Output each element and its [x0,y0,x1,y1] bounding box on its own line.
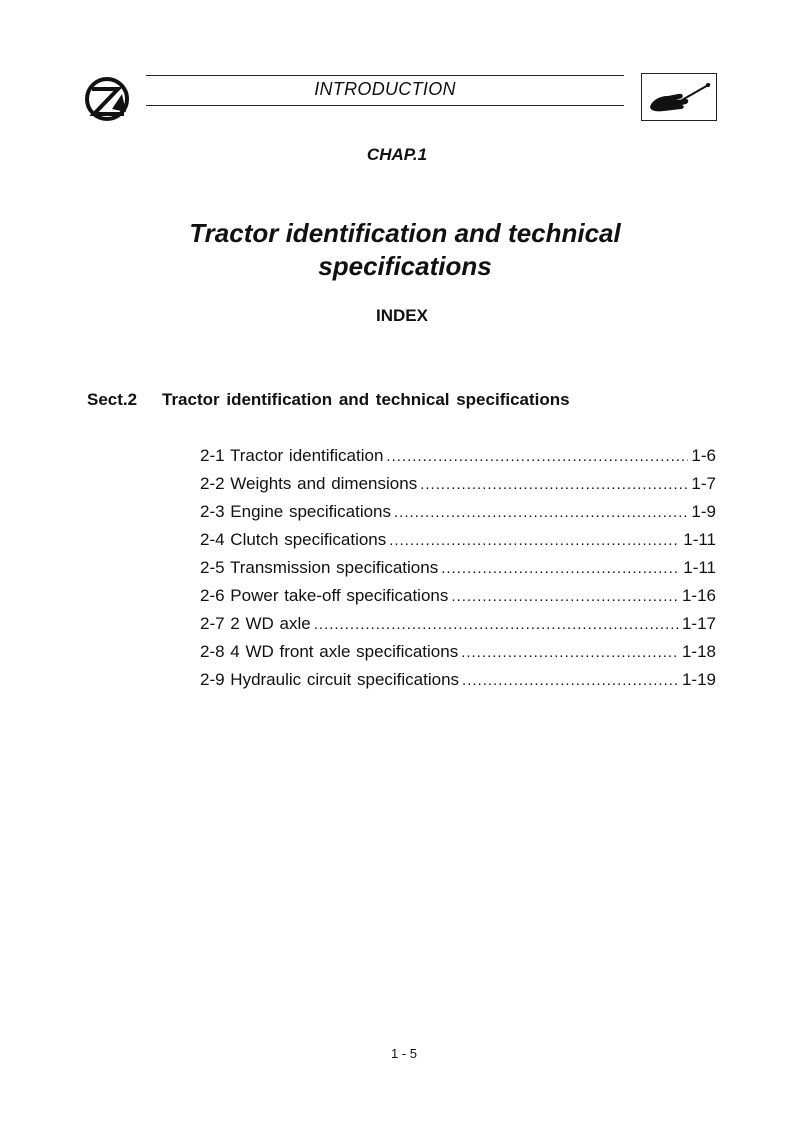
page-number: 1 - 5 [390,1046,417,1061]
toc-entry-page: 1-17 [681,614,716,633]
toc-entry[interactable] [200,530,716,558]
toc-entry-label: 2-1 Tractor identification [200,446,384,465]
toc-entry-label: 2-6 Power take-off specifications [200,586,449,605]
section-title: Tractor identification and technical specifications [162,390,570,409]
toc-entry-label: 2-7 2 WD axle [200,614,311,633]
toc-leader-dots [394,504,688,521]
toc-entry[interactable] [200,558,716,586]
index-heading: INDEX [376,306,428,325]
toc-entry-page: 1-11 [683,558,716,577]
toc-entry-label: 2-8 4 WD front axle specifications [200,642,459,661]
toc-entry-page: 1-7 [691,474,716,493]
toc-entry[interactable] [200,474,716,502]
header-rule-top [146,75,624,76]
header-rule-bottom [146,105,624,106]
toc-entry[interactable] [200,670,716,698]
toc-entry-label: 2-2 Weights and dimensions [200,474,418,493]
toc-entry[interactable] [200,446,716,474]
toc-leader-dots [386,448,688,465]
toc-entry-label: 2-9 Hydraulic circuit specifications [200,670,460,689]
toc-entry-label: 2-3 Engine specifications [200,502,392,521]
page-title-line-2: specifications [318,251,492,281]
toc-leader-dots [441,560,680,577]
toc-entry-page: 1-19 [681,670,716,689]
toc-entry[interactable] [200,614,716,642]
page-title [100,217,710,283]
section-heading [87,390,570,410]
chapter-label: CHAP.1 [366,145,428,164]
pointing-hand-icon [641,73,717,121]
toc-entry-label: 2-4 Clutch specifications [200,530,387,549]
toc-leader-dots [314,616,679,633]
page-title-line-1: Tractor identification and technical [189,218,621,248]
company-logo-icon [84,76,132,122]
toc-leader-dots [461,644,679,661]
toc-leader-dots [420,476,688,493]
header-title: INTRODUCTION [314,79,456,99]
toc-entry[interactable] [200,502,716,530]
toc-leader-dots [451,588,679,605]
toc-entry[interactable] [200,642,716,670]
toc-entry-page: 1-16 [681,586,716,605]
toc-entry-page: 1-6 [691,446,716,465]
toc-entry-label: 2-5 Transmission specifications [200,558,439,577]
toc-entry-page: 1-11 [683,530,716,549]
section-number: Sect.2 [87,390,138,409]
toc-leader-dots [389,532,680,549]
toc-leader-dots [462,672,679,689]
toc-entry-page: 1-9 [691,502,716,521]
toc-entry[interactable] [200,586,716,614]
table-of-contents [200,446,716,698]
toc-entry-page: 1-18 [681,642,716,661]
